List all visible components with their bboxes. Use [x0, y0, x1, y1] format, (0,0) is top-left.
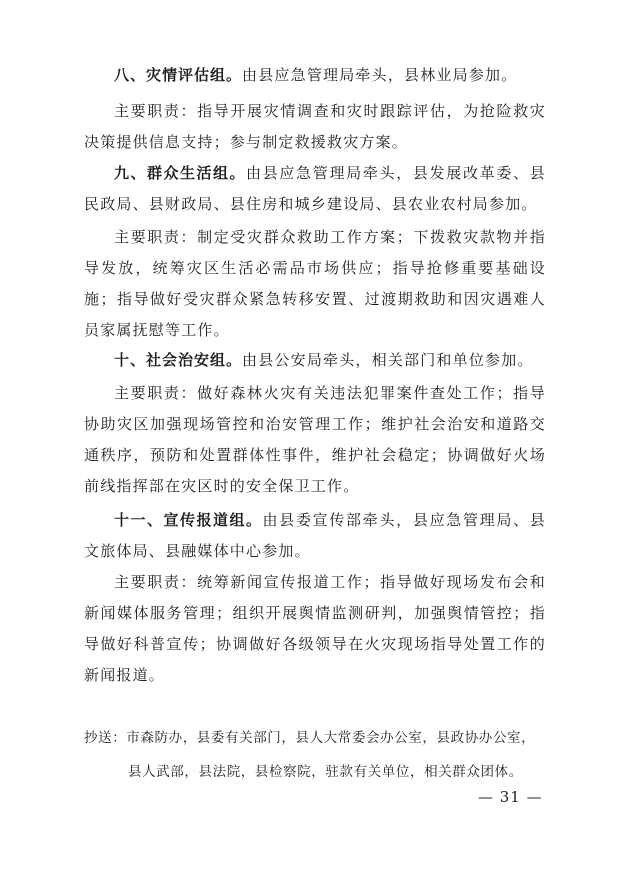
section-lead: 由县委宣传部牵头，县应急管理局、县文旅体局、县融媒体中心参加。	[84, 511, 546, 560]
section-8-duties: 主要职责：指导开展灾情调查和灾时跟踪评估，为抢险救灾决策提供信息支持；参与制定救援救灾方案。	[84, 102, 546, 151]
section-9-intro	[84, 158, 546, 220]
page-number: — 31 —	[478, 788, 543, 806]
section-11-duties: 主要职责：统筹新闻宣传报道工作；指导做好现场发布会和新闻媒体服务管理；组织开展舆情监测研判，加强舆情管控；指导做好科普宣传；协调做好各级领导在火灾现场指导处置工作的新闻报道。	[84, 573, 546, 684]
section-lead: 由县公安局牵头，相关部门和单位参加。	[242, 351, 534, 369]
section-10-intro	[84, 345, 546, 376]
section-heading: 十、社会治安组。	[114, 351, 243, 369]
section-heading: 八、灾情评估组。	[114, 66, 243, 84]
section-heading: 十一、宣传报道组。	[114, 511, 263, 529]
cc-distribution-line-2: 县人武部，县法院，县检察院，驻款有关单位，相关群众团体。	[128, 764, 523, 780]
section-9-duties: 主要职责：制定受灾群众救助工作方案；下拨救灾款物并指导发放，统筹灾区生活必需品市场供应；指导抢修重要基础设施；指导做好受灾群众紧急转移安置、过渡期救助和因灾遇难人员家属抚慰等工作。	[84, 228, 546, 339]
section-10-duties: 主要职责：做好森林火灾有关违法犯罪案件查处工作；指导协助灾区加强现场管控和治安管理工作；维护社会治安和道路交通秩序，预防和处置群体性事件，维护社会稳定；协调做好火场前线指挥部在灾区时的安全保卫工作。	[84, 384, 546, 495]
section-lead: 由县应急管理局牵头，县林业局参加。	[242, 66, 518, 84]
section-lead: 由县应急管理局牵头，县发展改革委、县民政局、县财政局、县住房和城乡建设局、县农业农村局参加。	[84, 164, 546, 213]
cc-distribution-line-1: 抄送：市森防办，县委有关部门，县人大常委会办公室，县政协办公室，	[84, 730, 536, 746]
section-heading: 九、群众生活组。	[114, 164, 246, 182]
section-11-intro	[84, 505, 546, 567]
section-8-intro	[84, 60, 546, 91]
